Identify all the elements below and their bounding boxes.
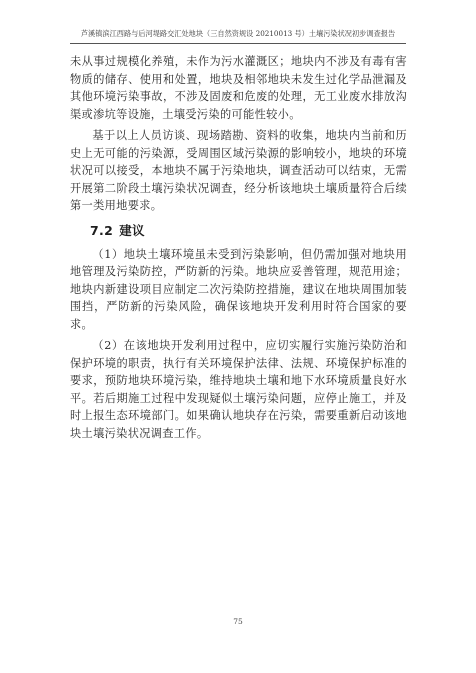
paragraph-conclusion: 基于以上人员访谈、现场踏勘、资料的收集，地块内当前和历史上无可能的污染源，受周围区域污染源的影响较小，地块的环境状况可以接受，本地块不属于污染地块，调查活动可以结束，无需开展第二阶段土壤污染状况调查，经分析该地块土壤质量符合后续第一类用地要求。 [70, 129, 407, 212]
paragraph-continued: 未从事过规模化养殖，未作为污水灌溉区；地块内不涉及有毒有害物质的储存、使用和处置，地块及相邻地块未发生过化学品泄漏及其他环境污染事故，不涉及固废和危废的处理，无工业废水排放沟渠或渗坑等设施，土壤受污染的可能性较小。 [70, 55, 407, 121]
body-text [70, 53, 407, 446]
section-number: 7.2 [90, 222, 114, 238]
running-header: 芦溪镇滨江西路与后河堤路交汇处地块（三自然资规设 20210013 号）土壤污染状况初步调查报告 [80, 29, 396, 38]
header-divider [70, 43, 406, 44]
page-number: 75 [233, 617, 243, 626]
suggestion-2: （2）在该地块开发利用过程中，应切实履行实施污染防治和保护环境的职责，执行有关环境保护法律、法规、环境保护标准的要求，预防地块环境污染，维持地块土壤和地下水环境质量良好水平。若后期施工过程中发现疑似土壤污染问题，应停止施工，并及时上报生态环境部门。如果确认地块存在污染，需要重新启动该地块土壤污染状况调查工作。 [70, 339, 407, 440]
section-heading [70, 222, 407, 240]
suggestion-1: （1）地块土壤环境虽未受到污染影响，但仍需加强对地块用地管理及污染防控，严防新的污染。地块应妥善管理，规范用途；地块内新建设项目应制定二次污染防控措施，建议在地块周围加装围挡，严防新的污染风险，确保该地块开发利用时符合国家的要求。 [70, 247, 407, 331]
section-title: 建议 [119, 222, 145, 238]
